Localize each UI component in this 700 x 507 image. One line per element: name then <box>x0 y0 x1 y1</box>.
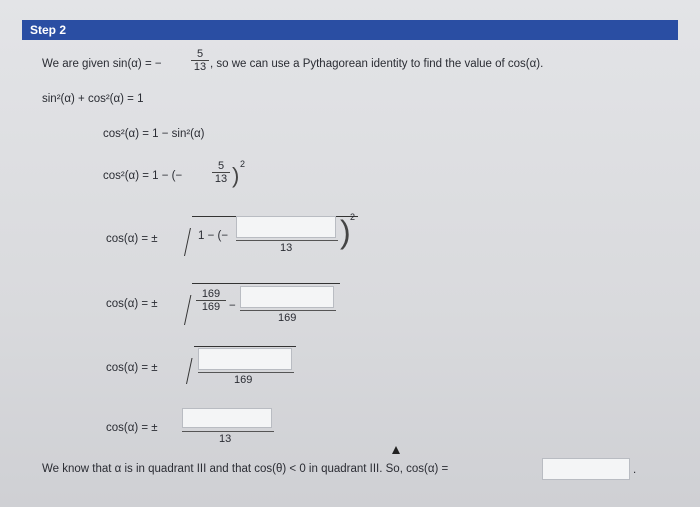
step-4-fraction-bar <box>240 310 336 311</box>
step-5-fraction-bar <box>198 372 294 373</box>
step-4-fraction <box>196 288 226 313</box>
step-6-fraction-bar <box>182 431 274 432</box>
step-6-lhs: cos(α) = ± <box>106 422 158 434</box>
pythagorean-identity: sin²(α) + cos²(α) = 1 <box>42 93 144 105</box>
step-4-denominator: 169 <box>278 312 297 324</box>
step-4-fraction-den: 169 <box>201 301 221 313</box>
step-2-exponent: 2 <box>240 159 246 169</box>
step-2-fraction-den: 13 <box>214 173 228 185</box>
step-6-numerator-input[interactable] <box>182 408 272 428</box>
step-2-lhs: cos²(α) = 1 − (− <box>103 170 183 182</box>
intro-prefix: We are given sin(α) = − <box>42 58 162 70</box>
step-3-exponent: 2 <box>350 212 356 222</box>
step-2-fraction <box>212 160 230 185</box>
step-1: cos²(α) = 1 − sin²(α) <box>103 128 205 140</box>
intro-fraction-den: 13 <box>193 61 207 73</box>
step-2-close-paren: ) <box>232 163 240 188</box>
step-5-lhs: cos(α) = ± <box>106 362 158 374</box>
step-5-numerator-input[interactable] <box>198 348 292 370</box>
final-answer-input[interactable] <box>542 458 630 480</box>
step-3-close-paren: ) <box>340 214 351 250</box>
step-3-inner: 1 − (− <box>198 230 229 242</box>
step-3-fraction-bar <box>236 240 338 241</box>
step-3-lhs: cos(α) = ± <box>106 233 158 245</box>
step-4-numerator-input[interactable] <box>240 286 334 308</box>
conclusion-text: We know that α is in quadrant III and that cos(θ) < 0 in quadrant III. So, cos(α) = <box>42 463 449 475</box>
step-4-minus: − <box>229 300 236 312</box>
step-3-denominator: 13 <box>280 242 293 254</box>
intro-suffix: , so we can use a Pythagorean identity to find the value of cos(α). <box>210 58 544 70</box>
step-4-lhs: cos(α) = ± <box>106 298 158 310</box>
step-header: Step 2 <box>22 20 678 40</box>
step-4-fraction-num: 169 <box>196 288 226 301</box>
mouse-cursor-icon <box>392 446 400 454</box>
step-2-fraction-num: 5 <box>212 160 230 173</box>
step-6-denominator: 13 <box>219 433 232 445</box>
intro-fraction <box>191 48 209 73</box>
step-5-denominator: 169 <box>234 374 253 386</box>
intro-fraction-num: 5 <box>191 48 209 61</box>
conclusion-period: . <box>633 464 637 476</box>
step-3-numerator-input[interactable] <box>236 216 336 238</box>
